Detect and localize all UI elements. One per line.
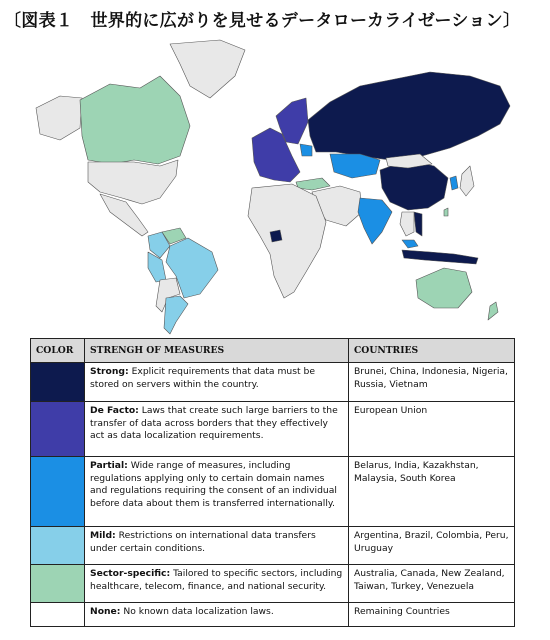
countries-strong: Brunei, China, Indonesia, Nigeria, Russia, Vietnam: [349, 363, 515, 402]
measure-text: No known data localization laws.: [120, 606, 274, 617]
countries-sector: Australia, Canada, New Zealand, Taiwan, Turkey, Venezuela: [349, 565, 515, 603]
measure-strong: [85, 363, 349, 402]
map-region-japan: [460, 166, 474, 196]
legend-row-partial: [31, 457, 515, 527]
measure-text: Wide range of measures, including regulations applying only to certain domain names and regulations requiring the consent of an individual before data about them is transferred internationally.: [90, 460, 337, 510]
measure-defacto: [85, 402, 349, 457]
map-region-canada: [80, 76, 190, 164]
countries-partial: Belarus, India, Kazakhstan, Malaysia, South Korea: [349, 457, 515, 527]
countries-none: Remaining Countries: [349, 603, 515, 627]
map-region-russia: [308, 72, 510, 160]
countries-defacto: European Union: [349, 402, 515, 457]
figure-title: 〔図表１ 世界的に広がりを見せるデータローカライゼーション〕: [4, 11, 521, 31]
measure-label: None:: [90, 606, 121, 617]
legend-row-strong: [31, 363, 515, 402]
measure-label: Partial:: [90, 460, 128, 471]
legend-row-defacto: [31, 402, 515, 457]
map-region-belarus: [300, 144, 312, 156]
measure-label: Mild:: [90, 530, 116, 541]
map-region-alaska: [36, 96, 82, 140]
map-region-thailand: [400, 212, 414, 236]
legend-row-sector: [31, 565, 515, 603]
measure-none: [85, 603, 349, 627]
map-region-australia: [416, 268, 472, 308]
measure-label: Sector-specific:: [90, 568, 171, 579]
countries-mild: Argentina, Brazil, Colombia, Peru, Uruguay: [349, 527, 515, 565]
legend-header-row: [31, 339, 515, 363]
map-region-nigeria: [270, 230, 282, 242]
measure-text: Explicit requirements that data must be stored on servers within the country.: [90, 366, 316, 390]
world-map: [30, 36, 514, 338]
legend-table: [30, 338, 515, 627]
map-region-indonesia: [402, 250, 478, 264]
legend-row-none: [31, 603, 515, 627]
header-countries: COUNTRIES: [349, 339, 515, 363]
map-region-india: [358, 198, 392, 244]
swatch-sector: [31, 565, 85, 603]
swatch-mild: [31, 527, 85, 565]
measure-sector: [85, 565, 349, 603]
map-region-kazakhstan: [330, 154, 380, 178]
header-strength: STRENGH OF MEASURES: [85, 339, 349, 363]
measure-mild: [85, 527, 349, 565]
map-region-turkey: [296, 178, 330, 190]
map-region-usa: [88, 160, 178, 204]
map-region-peru: [148, 252, 166, 282]
measure-label: Strong:: [90, 366, 129, 377]
swatch-defacto: [31, 402, 85, 457]
map-region-new-zealand: [488, 302, 498, 320]
map-region-greenland: [170, 40, 245, 98]
measure-text: Laws that create such large barriers to the transfer of data across borders that they effectively act as data localization requirements.: [90, 405, 338, 442]
map-region-china: [380, 160, 448, 210]
map-region-malaysia: [402, 240, 418, 248]
header-color: COLOR: [31, 339, 85, 363]
swatch-partial: [31, 457, 85, 527]
swatch-none: [31, 603, 85, 627]
map-region-argentina: [164, 296, 188, 334]
legend-row-mild: [31, 527, 515, 565]
map-region-vietnam: [414, 212, 422, 236]
measure-partial: [85, 457, 349, 527]
measure-label: De Facto:: [90, 405, 139, 416]
map-region-africa: [248, 184, 326, 298]
swatch-strong: [31, 363, 85, 402]
measure-text: Tailored to specific sectors, including healthcare, telecom, finance, and national security.: [90, 568, 343, 592]
map-region-korea: [450, 176, 458, 190]
measure-text: Restrictions on international data transfers under certain conditions.: [90, 530, 316, 554]
map-region-taiwan: [444, 208, 448, 216]
